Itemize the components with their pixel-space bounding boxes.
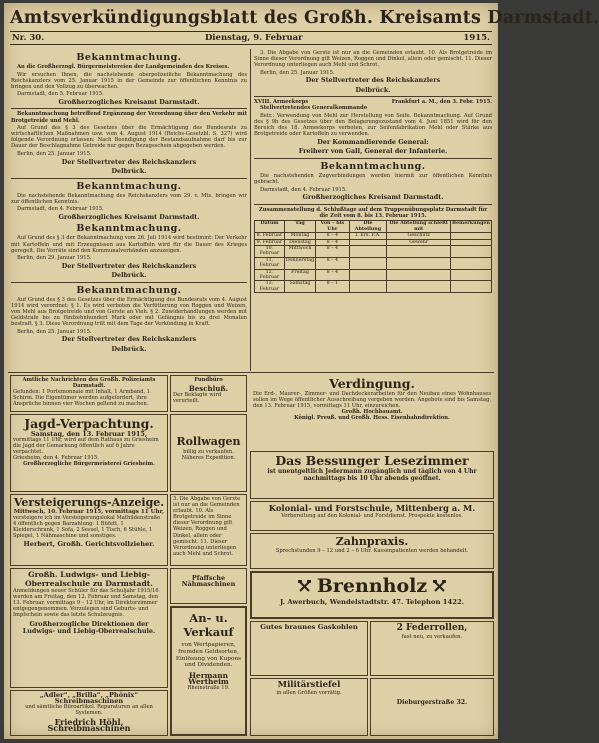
- notice-place-date: Darmstadt, den 4. Februar 1915.: [17, 206, 104, 213]
- masthead: [10, 7, 599, 47]
- notice-place-date: Darmstadt, den 4. Februar 1915.: [260, 186, 347, 193]
- bank-name: Hermann Wertheim: [188, 671, 229, 687]
- table-cell: 9. Februar: [255, 239, 285, 245]
- jagd-text: vormittags 11 Uhr, wird auf dem Rathaus zu Griesheim die Jagd der Gemarkung öffentlich auf 6 Jahre verpachtet.: [13, 437, 159, 456]
- table-header-cell: Die Abteilung schießt mit: [387, 221, 451, 233]
- notice-signature-name: Delbrück.: [111, 271, 147, 280]
- issue-number: Nr. 30.: [12, 33, 45, 43]
- table-title: Zusammenstellung d. Schlußtage auf dem Truppenübungsplatz Darmstadt für die Zeit vom 8. bis 13. Februar 1915.: [258, 206, 488, 219]
- verdingung-text: Die Erd-, Maurer-, Zimmer- und Dachdeckerarbeiten für den Neubau eines Wohnhauses sollen im Wege öffentlicher Ausschreibung vergeben werden. Angebote sind bis Samstag, den 13. Februar 1915, vormittags 11 Uhr, einzureichen.: [253, 391, 491, 410]
- table-cell: 8 – 4: [316, 269, 349, 281]
- table-cell: Donnerstag: [284, 257, 315, 269]
- notice-text: Auf Grund des § 3 des Gesetzes über die Ermächtigung des Bundesrats zu wirtschaftlichen Maßnahmen usw. vom 4. August 1914 (Reichs-Gesetzbl. S. 327) wird folgende Verordnung erlassen: Nach Beendigung der Bestandsaufnahme darf bis zur Dauer der Beschlagnahme Getreide nur gegen Bezugsschein abgegeben werden.: [11, 125, 247, 150]
- notice-signature: Der Stellvertreter des Reichskanzlers: [305, 76, 441, 85]
- jagd-ad: [10, 414, 168, 492]
- verdingung-heading: Verdingung.: [329, 376, 415, 391]
- army-corps: XVIII. Armeekorps: [254, 99, 309, 106]
- table-row: [255, 269, 492, 281]
- address-text: Dieburgerstraße 32.: [396, 699, 468, 706]
- address-ad: [370, 678, 494, 736]
- notice-signature: Großherzogliches Kreisamt Darmstadt.: [58, 97, 200, 106]
- crossed-hammer-icon: [298, 580, 311, 593]
- firewood-heading-row: [255, 574, 489, 598]
- verdingung-signature: Großh. Hochbauamt.: [341, 409, 403, 416]
- notice-signature-name: Delbrück.: [111, 344, 147, 353]
- school-heading: Großh. Ludwigs- und Liebig-Oberrealschule zu Darmstadt.: [25, 570, 153, 588]
- table-cell: 8 – 1: [316, 281, 349, 293]
- table-cell: 8 – 4: [316, 233, 349, 239]
- rollwagen-heading: Rollwagen: [176, 435, 241, 448]
- table-row: [255, 281, 492, 293]
- bank-heading: An- u. Verkauf: [183, 611, 234, 639]
- right-notices-column: [254, 50, 492, 370]
- jagd-place-date: Griesheim, den 4. Februar 1915.: [13, 455, 99, 462]
- firewood-dealer: J. Awerbuch, Wendelstadtstr. 47. Telephon 1422.: [279, 598, 465, 606]
- reading-room-ad: [250, 451, 494, 499]
- beschluss-text: Der Beklagte wird verurteilt.: [173, 392, 222, 405]
- notice-text: Die nachstehenden Zugverbindungen werden hiermit zur öffentlichen Kenntnis gebracht.: [254, 172, 492, 186]
- coal-ad: [250, 621, 368, 676]
- school-signature: Großherzogliche Direktionen der Ludwigs- und Liebig-Oberrealschule.: [22, 620, 156, 635]
- notice-text: Die nachstehende Bekanntmachung des Reichskanzlers vom 29. v. Mts. bringen wir zur öffentlichen Kenntnis.: [11, 192, 247, 205]
- notice-signature: Der Stellvertreter des Reichskanzlers: [61, 261, 197, 270]
- boots-text: in allen Größen vorrätig.: [276, 690, 342, 696]
- versteigerung-ad: [10, 494, 168, 566]
- typewriter-dealer: Friedrich Höhl, Schreibmaschinen: [47, 717, 131, 734]
- notice-signature: Der Stellvertreter des Reichskanzlers: [61, 157, 197, 166]
- dental-text: Sprechstunden 9 – 12 und 2 – 6 Uhr. Kassenpatienten werden behandelt.: [275, 548, 469, 554]
- divider: [254, 158, 492, 159]
- railway-directorate: Königl. Preuß. und Großh. Hess. Eisenbahndirektion.: [294, 415, 450, 422]
- table-cell: 11. Februar: [255, 257, 285, 269]
- notice-heading: Bekanntmachung.: [76, 284, 182, 296]
- notice-address: An die Großherzogl. Bürgermeistereien der Landgemeinden des Kreises.: [17, 64, 230, 70]
- jagd-date: Samstag, den 13. Februar 1915,: [30, 430, 148, 438]
- notice-signature: Der Stellvertreter des Reichskanzlers: [61, 335, 197, 344]
- police-notice-heading: Amtliche Nachrichten des Großh. Polizeiamts Darmstadt.: [22, 377, 156, 390]
- versteigerung-heading: Versteigerungs-Anzeige.: [13, 496, 165, 509]
- table-cell: 8 – 4: [316, 257, 349, 269]
- rollwagen-ad: [170, 414, 247, 492]
- school-text: Anmeldungen neuer Schüler für das Schuljahr 1915/16 werden am Freitag, den 12. Februar und Samstag, den 13. Februar, vormittags 9 – 12 Uhr, im Direktorzimmer entgegengenommen. Vorzulegen sind Geburts- und Impfschein sowie das letzte Schulzeugnis.: [13, 588, 159, 619]
- spring-cart-ad: [370, 621, 494, 676]
- spring-cart-text: fast neu, zu verkaufen.: [401, 634, 463, 640]
- notice-signature: Großherzogliches Kreisamt Darmstadt.: [302, 193, 444, 202]
- table-cell: Samstag: [284, 281, 315, 293]
- notice-heading: Bekanntmachung.: [76, 180, 182, 192]
- table-header-cell: Datum: [255, 221, 285, 233]
- found-office-heading: Fundbüro: [194, 377, 223, 383]
- table-cell: [349, 269, 387, 281]
- table-cell: 13. Februar: [255, 281, 285, 293]
- rollwagen-text: billig zu verkaufen. Näheres Expedition.: [181, 449, 236, 462]
- table-cell: Dienstag: [284, 239, 315, 245]
- notice-text: Auf Grund des § 3 der Bekanntmachung vom 26. Juli 1914 wird bestimmt: Der Verkehr mit Kartoffeln und mit Erzeugnissen aus Kartoffeln wird für die Dauer des Krieges geregelt. Die Vorräte sind den Kommunalverbänden anzuzeigen.: [11, 235, 247, 254]
- table-row: [255, 257, 492, 269]
- table-cell: I. Ers. F.A.: [349, 233, 387, 239]
- table-cell: Gewehr: [387, 239, 451, 245]
- jagd-heading: Jagd-Verpachtung.: [24, 416, 154, 431]
- notice-place-date: Berlin, den 29. Januar 1915.: [17, 255, 92, 262]
- table-body: [255, 233, 492, 293]
- typewriter-ad: [10, 690, 168, 736]
- shooting-days-table: [254, 220, 492, 293]
- table-cell: 10. Februar: [255, 246, 285, 258]
- left-notices-column: [11, 50, 247, 370]
- bank-ad: [170, 606, 247, 736]
- army-signature: Der Kommandierende General:: [317, 137, 429, 146]
- army-text: Betr.: Verwendung von Mehl zur Herstellung von Seife. Bekanntmachung. Auf Grund des § 9b des Gesetzes über den Belagerungszustand vom 4. Juni 1851 wird für den Bereich des 18. Armeekorps verboten, zur Seifenfabrikation Mehl oder Stärke aus Brotgetreide oder Kartoffeln zu verwenden.: [254, 113, 492, 138]
- table-cell: Montag: [284, 233, 315, 239]
- firewood-ad: [250, 571, 494, 619]
- issue-date: Dienstag, 9. Februar: [204, 33, 303, 43]
- versteigerung-date: Mittwoch, 10. Februar 1915, vormittags 11 Uhr,: [13, 509, 165, 515]
- table-header-cell: Die Abteilung: [349, 221, 387, 233]
- notice-place-date: Berlin, den 25. Januar 1915.: [260, 69, 335, 76]
- boots-heading: Militärstiefel: [277, 680, 341, 690]
- school-ad: [10, 568, 168, 688]
- reading-room-text: ist unentgeltlich Jedermann zugänglich und täglich von 4 Uhr nachmittags bis 10 Uhr abends geöffnet.: [267, 468, 477, 482]
- table-row: [255, 246, 492, 258]
- notice-signature-name: Delbrück.: [111, 167, 147, 176]
- spring-cart-heading: 2 Federrollen,: [396, 623, 468, 633]
- divider: [11, 178, 247, 179]
- pfaff-heading: Pfaffsche Nähmaschinen: [181, 574, 236, 589]
- coal-heading: Gutes braunes Gaskohlen: [260, 623, 358, 631]
- versteigerung-text: versteigere ich im Versteigerungslokal Mathildenstraße 4 öffentlich gegen Barzahlung: 1 Büfett, 1 Kleiderschrank, 1 Sofa, 2 Sessel, 1 Tisch, 6 Stühle, 1 Spiegel, 1 Nähmaschine und sonstiges.: [13, 515, 161, 540]
- crossed-hammer-icon: [433, 580, 446, 593]
- table-header-row: [255, 221, 492, 233]
- notice-place-date: Darmstadt, den 5. Februar 1915.: [17, 91, 104, 98]
- notice-place-date: Berlin, den 25. Januar 1915.: [17, 151, 92, 158]
- bank-text: von Wertpapieren, fremden Geldsorten, Einlösung von Kupons und Dividenden.: [175, 642, 242, 669]
- typewriter-text: und sämtliche Büroartikel. Reparaturen an allen Systemen.: [25, 704, 153, 717]
- verdingung-ad: [250, 375, 494, 449]
- dental-heading: Zahnpraxis.: [335, 535, 409, 548]
- notice-signature-name: Delbrück.: [355, 85, 391, 94]
- colonial-school-ad: [250, 501, 494, 531]
- table-cell: 8 – 4: [316, 246, 349, 258]
- table-cell: Freitag: [284, 269, 315, 281]
- found-office-box: [170, 375, 247, 412]
- army-signature-name: Freiherr von Gall, General der Infanterie.: [298, 147, 448, 156]
- table-cell: [451, 246, 492, 258]
- herbert-signature: Herbert, Großh. Gerichtsvollzieher.: [23, 540, 155, 549]
- divider: [254, 96, 492, 97]
- notice-heading: Bekanntmachung.: [76, 223, 182, 235]
- notice-heading: Bekanntmachung betreffend Ergänzung der Verordnung über den Verkehr mit Brotgetreide und Mehl.: [11, 111, 247, 124]
- issue-year: 1915.: [463, 33, 490, 43]
- dental-ad: [250, 533, 494, 569]
- army-date: Frankfurt a. M., den 3. Febr. 1915.: [391, 99, 492, 106]
- boots-ad: [250, 678, 368, 736]
- table-cell: [451, 257, 492, 269]
- issue-line: [10, 31, 492, 45]
- small-ad-text: 3. Die Abgabe von Gerste ist nur an die Gemeinden erlaubt. 10. Als Brotgetreide im Sinne dieser Verordnung gilt Weizen, Roggen und Dinkel, allein oder gemischt. 11. Dieser Verordnung unterliegen auch Mehl und Schrot.: [173, 496, 241, 557]
- pfaff-ad: [170, 568, 247, 604]
- paper-title: Amtsverkündigungsblatt des Großh. Kreisamts Darmstadt.: [10, 8, 599, 28]
- newspaper-page: [4, 3, 599, 739]
- table-cell: [387, 257, 451, 269]
- notice-text: Wir ersuchen Ihnen, die nachstehende oberpolizeiliche Bekanntmachung des Reichskanzlers vom 25. Januar 1915 in der Gemeinde zur öffentlichen Kenntnis zu bringen und den Vollzug zu überwachen.: [11, 71, 247, 90]
- army-command: Stellvertretendes Generalkommando: [260, 105, 368, 112]
- table-cell: 8. Februar: [255, 233, 285, 239]
- divider: [11, 108, 247, 109]
- notice-heading: Bekanntmachung.: [76, 52, 182, 63]
- table-cell: Geschütz: [387, 233, 451, 239]
- police-notice-box: [10, 375, 168, 412]
- police-notice-text: Gefunden: 1 Portemonnaie mit Inhalt, 1 Armband, 1 Schirm. Die Eigentümer werden aufgefordert, ihre Ansprüche binnen vier Wochen geltend zu machen.: [13, 389, 151, 408]
- colonial-school-text: Vorbereitung auf den Kolonial- und Forstdienst. Prospekte kostenlos.: [281, 513, 463, 519]
- table-cell: [349, 281, 387, 293]
- divider: [254, 204, 492, 205]
- table-cell: [451, 281, 492, 293]
- colonial-school-heading: Kolonial- und Forstschule, Mittenberg a. M.: [268, 503, 476, 513]
- jagd-signature: Großherzogliche Bürgermeisterei Griesheim.: [23, 461, 155, 468]
- notice-text: Auf Grund des § 3 des Gesetzes über die Ermächtigung des Bundesrats vom 4. August 1914 wird verordnet: § 1. Es wird verboten die Verfütterung von Roggen und Weizen, von Mehl aus Brotgetreide und von Gerste an Vieh. § 2. Zuwiderhandlungen werden mit Geldstrafe bis zu fünfzehnhundert Mark oder mit Gefängnis bis zu drei Monaten bestraft. § 3. Diese Verordnung tritt mit dem Tage der Verkündung in Kraft.: [11, 296, 247, 328]
- table-header-cell: Bemerkungen: [451, 221, 492, 233]
- table-cell: [349, 246, 387, 258]
- notice-place-date: Berlin, den 25. Januar 1915.: [17, 328, 92, 335]
- table-cell: 8 – 4: [316, 239, 349, 245]
- section-rule: [8, 372, 494, 373]
- notice-heading: Bekanntmachung.: [320, 160, 426, 172]
- table-cell: [349, 257, 387, 269]
- divider: [11, 282, 247, 283]
- reading-room-heading: Das Bessunger Lesezimmer: [275, 453, 469, 468]
- beschluss-heading: Beschluß.: [188, 384, 229, 394]
- table-header-cell: Von – bis Uhr: [316, 221, 349, 233]
- firewood-heading: Brennholz: [316, 575, 428, 597]
- table-header-cell: Tag: [284, 221, 315, 233]
- column-rule: [250, 49, 251, 371]
- table-cell: 12. Februar: [255, 269, 285, 281]
- notice-signature: Großherzogliches Kreisamt Darmstadt.: [58, 212, 200, 221]
- typewriter-heading: „Adler“, „Brilla“, „Phönix“ Schreibmaschinen: [39, 691, 139, 706]
- table-cell: [387, 281, 451, 293]
- bank-address: Rheinstraße 19.: [187, 685, 230, 692]
- table-cell: Mittwoch: [284, 246, 315, 258]
- small-ads-box: [170, 494, 247, 566]
- table-cell: [387, 246, 451, 258]
- table-cell: [387, 269, 451, 281]
- notice-text: 3. Die Abgabe von Gerste ist nur an die Gemeinden erlaubt. 10. Als Brotgetreide im Sinne dieser Verordnung gilt Weizen, Roggen und Dinkel, allein oder gemischt. 11. Dieser Verordnung unterliegen auch Mehl und Schrot.: [254, 50, 492, 69]
- table-cell: [451, 269, 492, 281]
